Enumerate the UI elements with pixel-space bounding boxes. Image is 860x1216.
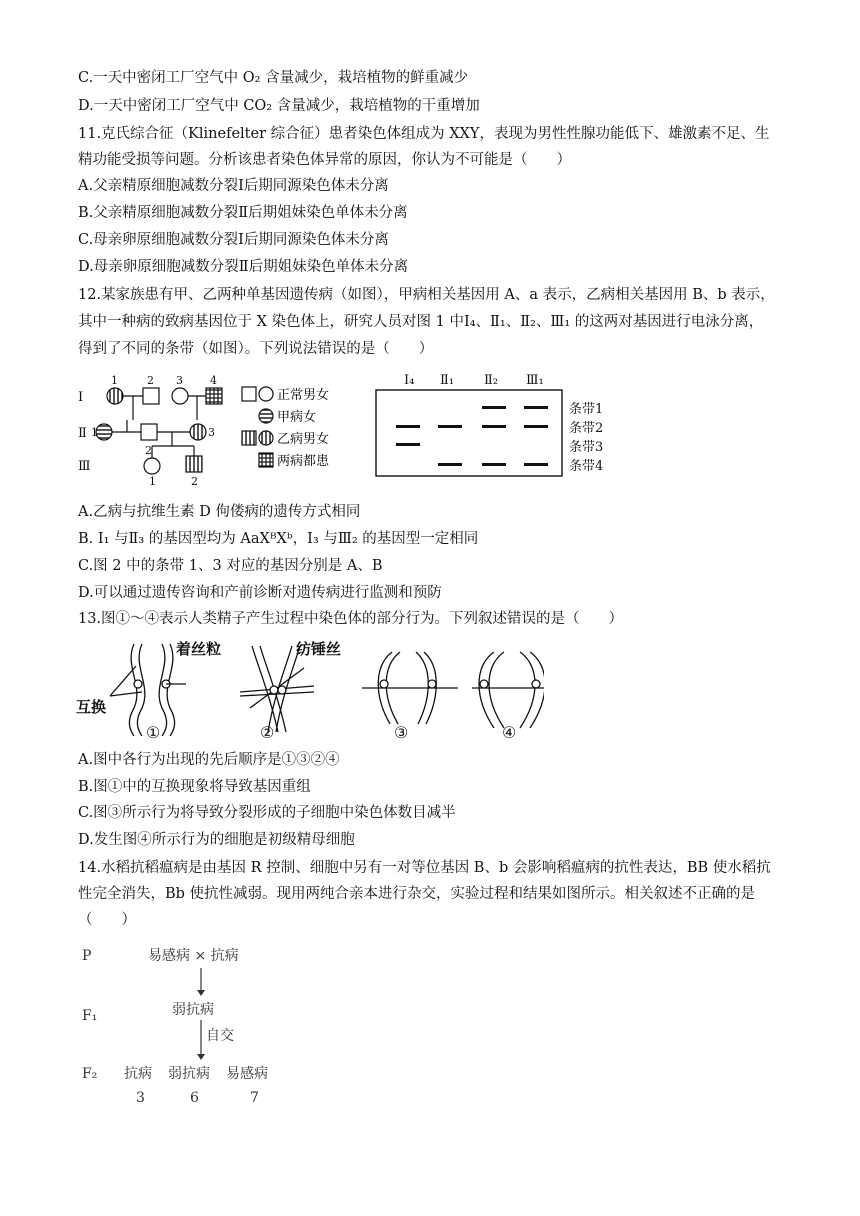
band-label-1: 条带1 xyxy=(569,402,604,417)
gel-band xyxy=(524,406,548,409)
q13-stem: 13.图①～④表示人类精子产生过程中染色体的部分行为。下列叙述错误的是（ ） xyxy=(78,611,624,627)
lane-label-1: Ⅰ₄ xyxy=(404,373,415,388)
pedigree-II3 xyxy=(190,424,206,440)
gel-band xyxy=(438,425,462,428)
q12-option-c: C.图 2 中的条带 1、3 对应的基因分别是 A、B xyxy=(78,558,383,574)
F2-phenotype-2: 弱抗病 xyxy=(168,1066,210,1082)
generation-F1: F₁ xyxy=(82,1008,98,1024)
gel-band xyxy=(438,463,462,466)
legend-normal: 正常男女 xyxy=(277,388,330,403)
F1-phenotype: 弱抗病 xyxy=(172,1002,214,1018)
q10-option-d: D.一天中密闭工厂空气中 CO₂ 含量减少，栽培植物的干重增加 xyxy=(78,98,480,114)
pedigree-I1 xyxy=(107,388,123,404)
selfing-label: 自交 xyxy=(206,1028,234,1044)
q13-option-b: B.图①中的互换现象将导致基因重组 xyxy=(78,779,311,795)
q10-option-c: C.一天中密闭工厂空气中 O₂ 含量减少，栽培植物的鲜重减少 xyxy=(78,70,469,86)
F2-ratio-1: 3 xyxy=(136,1090,145,1106)
num-II2: 2 xyxy=(145,444,152,457)
gen-I-label: Ⅰ xyxy=(78,390,84,405)
gel-band xyxy=(524,463,548,466)
q11-option-d: D.母亲卵原细胞减数分裂Ⅱ后期姐妹染色单体未分离 xyxy=(78,259,409,275)
num-I2: 2 xyxy=(147,374,154,387)
q11-option-c: C.母亲卵原细胞减数分裂Ⅰ后期同源染色体未分离 xyxy=(78,232,389,248)
q14-stem-line1: 14.水稻抗稻瘟病是由基因 R 控制、细胞中另有一对等位基因 B、b 会影响稻瘟病的抗性表达，BB 使水稻抗 xyxy=(78,860,771,876)
q14-stem-line2: 性完全消失，Bb 使抗性减弱。现用两纯合亲本进行杂交，实验过程和结果如图所示。相关叙述不正确的是 xyxy=(78,886,756,902)
lane-label-4: Ⅲ₁ xyxy=(526,373,544,388)
q12-stem-line1: 12.某家族患有甲、乙两种单基因遗传病（如图），甲病相关基因用 A、a 表示，乙病相关基因用 B、b 表示， xyxy=(78,287,775,303)
gen-II-label: Ⅱ xyxy=(78,426,87,441)
lane-label-2: Ⅱ₁ xyxy=(440,373,455,388)
pedigree-III1 xyxy=(144,458,160,474)
F2-phenotype-3: 易感病 xyxy=(226,1066,268,1082)
fig-num-3: ③ xyxy=(394,723,409,742)
pedigree-I3 xyxy=(172,388,188,404)
q11-stem-line1: 11.克氏综合征（Klinefelter 综合征）患者染色体组成为 XXY，表现为男性性腺功能低下、雄激素不足、生 xyxy=(78,126,770,142)
q14-stem-line3: （ ） xyxy=(78,912,136,928)
q12-option-b: B. Ⅰ₁ 与Ⅱ₃ 的基因型均为 AaXᴮXᵇ，Ⅰ₃ 与Ⅲ₂ 的基因型一定相同 xyxy=(78,531,479,547)
legend-both: 两病都患 xyxy=(277,454,330,469)
gel-band xyxy=(482,463,506,466)
gel-band xyxy=(482,406,506,409)
q12-stem-line3: 得到了不同的条带（如图）。下列说法错误的是（ ） xyxy=(78,341,434,357)
pedigree-II2 xyxy=(141,424,157,440)
num-I1: 1 xyxy=(111,374,118,387)
q12-option-d: D.可以通过遗传咨询和产前诊断对遗传病进行监测和预防 xyxy=(78,585,442,601)
q11-stem-line2: 精功能受损等问题。分析该患者染色体异常的原因，你认为不可能是（ ） xyxy=(78,152,571,168)
pedigree-I4 xyxy=(206,388,222,404)
lane-label-3: Ⅱ₂ xyxy=(484,373,499,388)
num-I4: 4 xyxy=(210,374,217,387)
band-label-4: 条带4 xyxy=(569,459,604,474)
q13-option-a: A.图中各行为出现的先后顺序是①③②④ xyxy=(78,752,340,768)
fig-num-4: ④ xyxy=(502,723,517,742)
F2-phenotype-1: 抗病 xyxy=(124,1066,152,1082)
cross-diagram xyxy=(80,940,340,1110)
P-cross: 易感病 × 抗病 xyxy=(148,948,239,964)
pedigree-III2 xyxy=(186,456,202,472)
gel-band xyxy=(396,443,420,446)
num-II3: 3 xyxy=(208,426,215,439)
pedigree-I2 xyxy=(143,388,159,404)
gel-figure xyxy=(372,372,622,482)
legend-yi: 乙病男女 xyxy=(277,432,330,447)
label-crossover: 互换 xyxy=(76,698,107,716)
q13-option-d: D.发生图④所示行为的细胞是初级精母细胞 xyxy=(78,832,355,848)
num-II1: 1 xyxy=(91,426,98,439)
gel-band xyxy=(482,425,506,428)
q11-option-a: A.父亲精原细胞减数分裂Ⅰ后期同源染色体未分离 xyxy=(78,178,389,194)
label-spindle: 纺锤丝 xyxy=(296,640,342,658)
pedigree-figure xyxy=(72,372,362,492)
fig-num-1: ① xyxy=(146,723,161,742)
band-label-3: 条带3 xyxy=(569,440,604,455)
F2-ratio-2: 6 xyxy=(190,1090,199,1106)
pedigree-II1 xyxy=(96,424,112,440)
num-III2: 2 xyxy=(191,475,198,488)
gen-III-label: Ⅲ xyxy=(78,459,91,474)
gel-band xyxy=(524,425,548,428)
q12-stem-line2: 其中一种病的致病基因位于 X 染色体上，研究人员对图 1 中Ⅰ₄、Ⅱ₁、Ⅱ₂、Ⅲ₁ 的这两对基因进行电泳分离， xyxy=(78,314,764,330)
generation-P: P xyxy=(82,948,92,964)
F2-ratio-3: 7 xyxy=(250,1090,259,1106)
fig-num-2: ② xyxy=(260,723,275,742)
label-centromere: 着丝粒 xyxy=(176,640,222,658)
num-III1: 1 xyxy=(149,475,156,488)
gel-band xyxy=(396,425,420,428)
band-label-2: 条带2 xyxy=(569,421,604,436)
num-I3: 3 xyxy=(176,374,183,387)
q11-option-b: B.父亲精原细胞减数分裂Ⅱ后期姐妹染色单体未分离 xyxy=(78,205,408,221)
chromosome-figure xyxy=(74,636,544,746)
legend-jia: 甲病女 xyxy=(277,410,317,425)
q13-option-c: C.图③所示行为将导致分裂形成的子细胞中染色体数目减半 xyxy=(78,805,456,821)
q12-option-a: A.乙病与抗维生素 D 佝偻病的遗传方式相同 xyxy=(78,504,361,520)
generation-F2: F₂ xyxy=(82,1066,98,1082)
